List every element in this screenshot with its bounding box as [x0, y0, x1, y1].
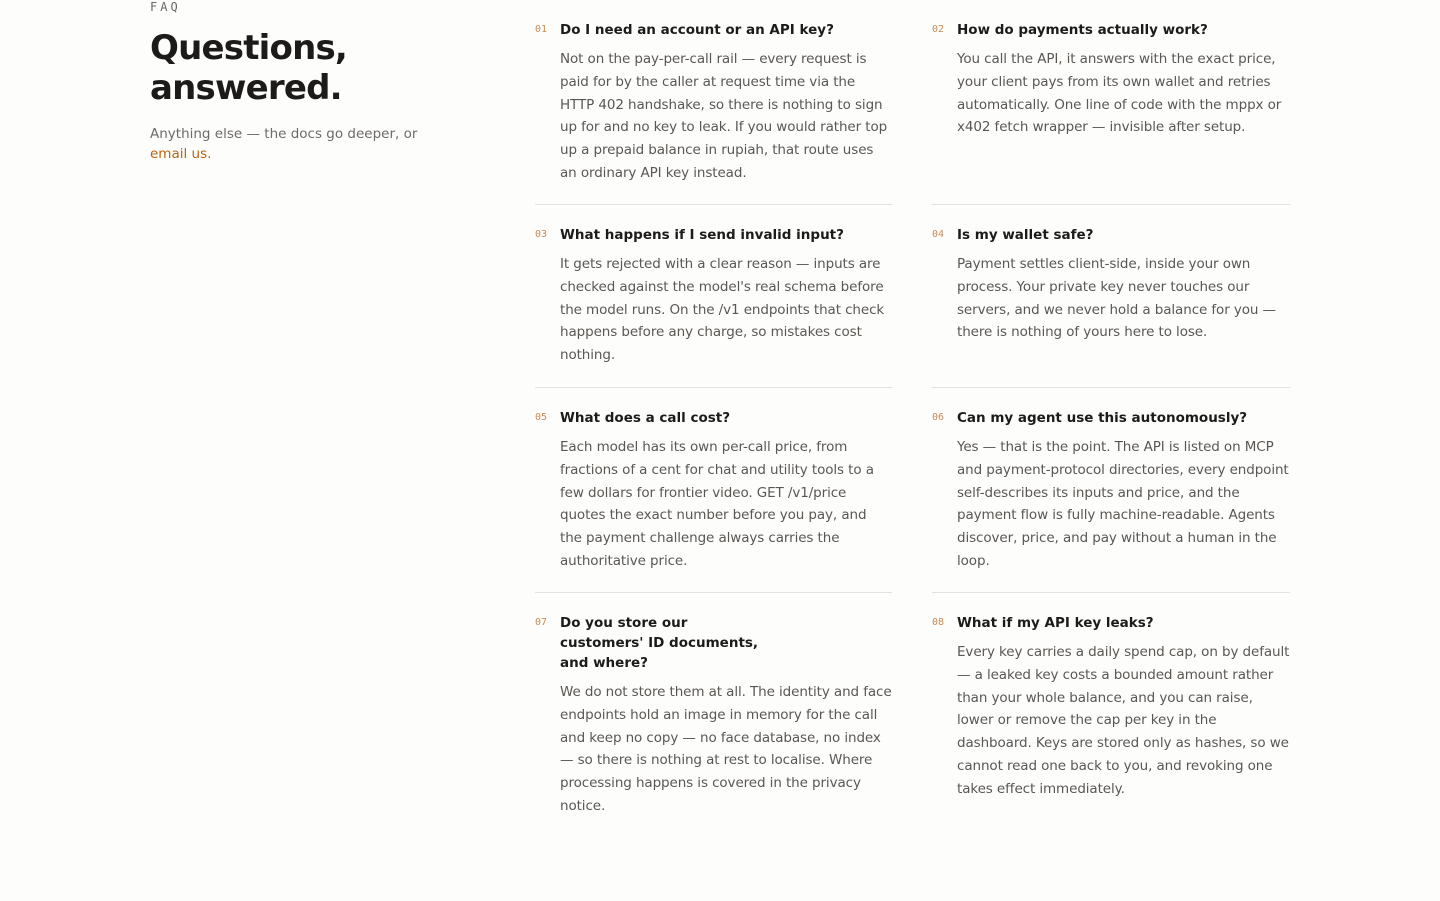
faq-item-01 [535, 0, 892, 205]
faq-question[interactable]: What does a call cost? [560, 410, 731, 426]
faq-number: 03 [535, 229, 548, 240]
faq-answer: Yes — that is the point. The API is listed on MCP and payment-protocol directories, every endpoint self-describes its inputs and price, and the payment flow is fully machine-readable. Agents discover, price, and pay without a human in the loop. [957, 439, 1289, 569]
eyebrow-label: FAQ [150, 0, 181, 14]
page-title [150, 28, 450, 108]
title-line-2: answered. [150, 68, 342, 108]
email-us-link[interactable]: email us. [150, 146, 212, 162]
faq-question[interactable]: Can my agent use this autonomously? [957, 410, 1248, 426]
faq-number: 07 [535, 617, 548, 628]
faq-number: 04 [932, 229, 945, 240]
faq-intro [150, 0, 450, 164]
faq-answer: Each model has its own per-call price, from fractions of a cent for chat and utility tools to a few dollars for frontier video. GET /v1/price quotes the exact number before you pay, and the payment challenge always carries the authoritative price. [560, 439, 874, 569]
faq-answer: You call the API, it answers with the exact price, your client pays from its own wallet and retries automatically. One line of code with the mppx or x402 fetch wrapper — invisible after setup. [957, 51, 1282, 136]
faq-item-07 [535, 593, 892, 813]
faq-question[interactable]: What happens if I send invalid input? [560, 227, 844, 243]
faq-answer: Every key carries a daily spend cap, on by default — a leaked key costs a bounded amount rather than your whole balance, and you can raise, lower or remove the cap per key in the dashboard. Keys are stored only as hashes, so we cannot read one back to you, and revoking one takes effect immediately. [957, 644, 1290, 797]
faq-answer: It gets rejected with a clear reason — inputs are checked against the model's real schema before the model runs. On the /v1 endpoints that check happens before any charge, so mistakes cost nothing. [560, 256, 885, 364]
faq-number: 08 [932, 617, 945, 628]
faq-question[interactable]: How do payments actually work? [957, 22, 1208, 38]
faq-answer: Not on the pay-per-call rail — every request is paid for by the caller at request time via the HTTP 402 handshake, so there is nothing to sign up for and no key to leak. If you would rather top up a prepaid balance in rupiah, that route uses an ordinary API key instead. [560, 51, 888, 181]
faq-item-08 [932, 593, 1290, 813]
intro-description [150, 124, 440, 164]
faq-item-04 [932, 205, 1290, 388]
faq-item-03 [535, 205, 892, 388]
intro-text: Anything else — the docs go deeper, or [150, 126, 418, 142]
faq-number: 02 [932, 24, 945, 35]
faq-answer: We do not store them at all. The identity and face endpoints hold an image in memory for the call and keep no copy — no face database, no index — so there is nothing at rest to localise. Where processing happens is covered in the privacy notice. [560, 684, 892, 814]
faq-number: 05 [535, 412, 548, 423]
faq-question[interactable]: Do I need an account or an API key? [560, 22, 834, 38]
faq-number: 01 [535, 24, 548, 35]
faq-number: 06 [932, 412, 945, 423]
faq-item-06 [932, 388, 1290, 593]
faq-question[interactable]: Is my wallet safe? [957, 227, 1094, 243]
faq-answer: Payment settles client-side, inside your own process. Your private key never touches our servers, and we never hold a balance for you — there is nothing of yours here to lose. [957, 256, 1276, 341]
faq-question[interactable]: Do you store our customers' ID documents, and where? [560, 615, 759, 671]
faq-question[interactable]: What if my API key leaks? [957, 615, 1154, 631]
title-line-1: Questions, [150, 28, 348, 68]
faq-item-05 [535, 388, 892, 593]
faq-item-02 [932, 0, 1290, 205]
